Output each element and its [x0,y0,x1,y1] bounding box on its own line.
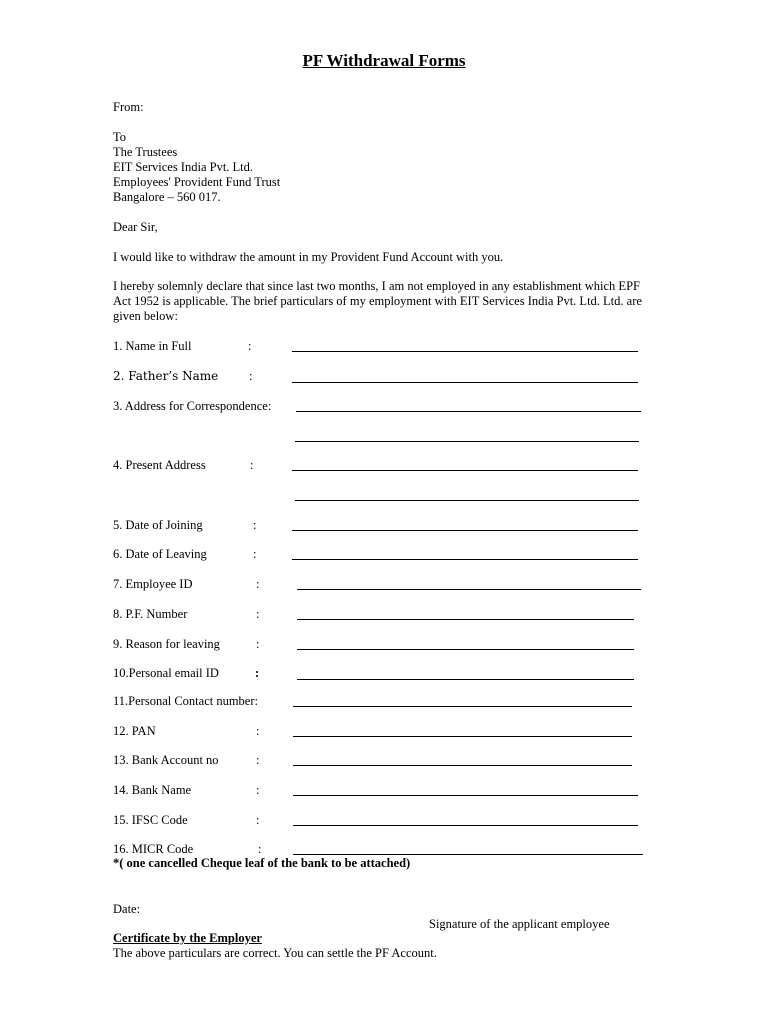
field-label-personal-contact: 11.Personal Contact number: [113,694,258,708]
field-label-reason-for-leaving: 9. Reason for leaving [113,637,220,651]
address-line-3: Employees' Provident Fund Trust [113,175,281,189]
colon: : [256,577,260,591]
colon: : [256,724,260,738]
ifsc-code-field[interactable] [293,825,638,826]
field-label-pan: 12. PAN [113,724,156,738]
colon: : [256,813,260,827]
personal-email-field[interactable] [297,679,634,680]
colon: : [255,666,260,680]
correspondence-address-field-1[interactable] [296,411,641,412]
reason-for-leaving-field[interactable] [297,649,634,650]
field-label-micr-code: 16. MICR Code [113,842,194,856]
field-label-date-of-joining: 5. Date of Joining [113,518,203,532]
paragraph-1: I would like to withdraw the amount in my Provident Fund Account with you. [113,250,504,264]
employee-id-field[interactable] [297,589,641,590]
cheque-note: *( one cancelled Cheque leaf of the bank to be attached) [113,856,411,870]
page-title: PF Withdrawal Forms [302,51,466,70]
address-to: To [113,130,127,144]
bank-name-field[interactable] [293,795,638,796]
date-label: Date: [113,902,141,916]
address-line-2: EIT Services India Pvt. Ltd. [113,160,254,174]
pf-number-field[interactable] [297,619,634,620]
address-line-4: Bangalore – 560 017. [113,190,221,204]
pan-field[interactable] [293,736,632,737]
colon: : [256,607,260,621]
colon: : [256,753,260,767]
field-label-date-of-leaving: 6. Date of Leaving [113,547,207,561]
field-label-present-address: 4. Present Address [113,458,206,472]
colon: : [249,369,253,383]
colon: : [253,518,257,532]
address-line-1: The Trustees [113,145,178,159]
date-of-joining-field[interactable] [292,530,638,531]
colon: : [258,842,262,856]
name-field[interactable] [292,351,638,352]
field-label-father-name: 2. Father’s Name [113,369,219,383]
colon: : [248,339,252,353]
correspondence-address-field-2[interactable] [295,441,639,442]
certificate-heading: Certificate by the Employer [113,931,262,945]
colon: : [256,637,260,651]
signature-label: Signature of the applicant employee [429,917,610,931]
field-label-employee-id: 7. Employee ID [113,577,193,591]
from-label: From: [113,100,144,114]
field-label-personal-email: 10.Personal email ID [113,666,219,680]
colon: : [253,547,257,561]
father-name-field[interactable] [292,382,638,383]
field-label-ifsc-code: 15. IFSC Code [113,813,188,827]
paragraph-2: I hereby solemnly declare that since last two months, I am not employed in any establishment which EPF Act 1952 is applicable. The brief particulars of my employment with EIT Services India Pvt. Ltd. Ltd. are given below: [113,279,642,323]
colon: : [256,783,260,797]
micr-code-field[interactable] [293,854,643,855]
certificate-text: The above particulars are correct. You can settle the PF Account. [113,946,437,960]
field-label-name: 1. Name in Full [113,339,192,353]
present-address-field-2[interactable] [295,500,639,501]
bank-account-field[interactable] [293,765,632,766]
date-of-leaving-field[interactable] [292,559,638,560]
salutation: Dear Sir, [113,220,158,234]
personal-contact-field[interactable] [293,706,632,707]
field-label-bank-account: 13. Bank Account no [113,753,219,767]
field-label-bank-name: 14. Bank Name [113,783,192,797]
present-address-field-1[interactable] [292,470,638,471]
colon: : [250,458,254,472]
field-label-pf-number: 8. P.F. Number [113,607,188,621]
field-label-correspondence-address: 3. Address for Correspondence: [113,399,272,413]
